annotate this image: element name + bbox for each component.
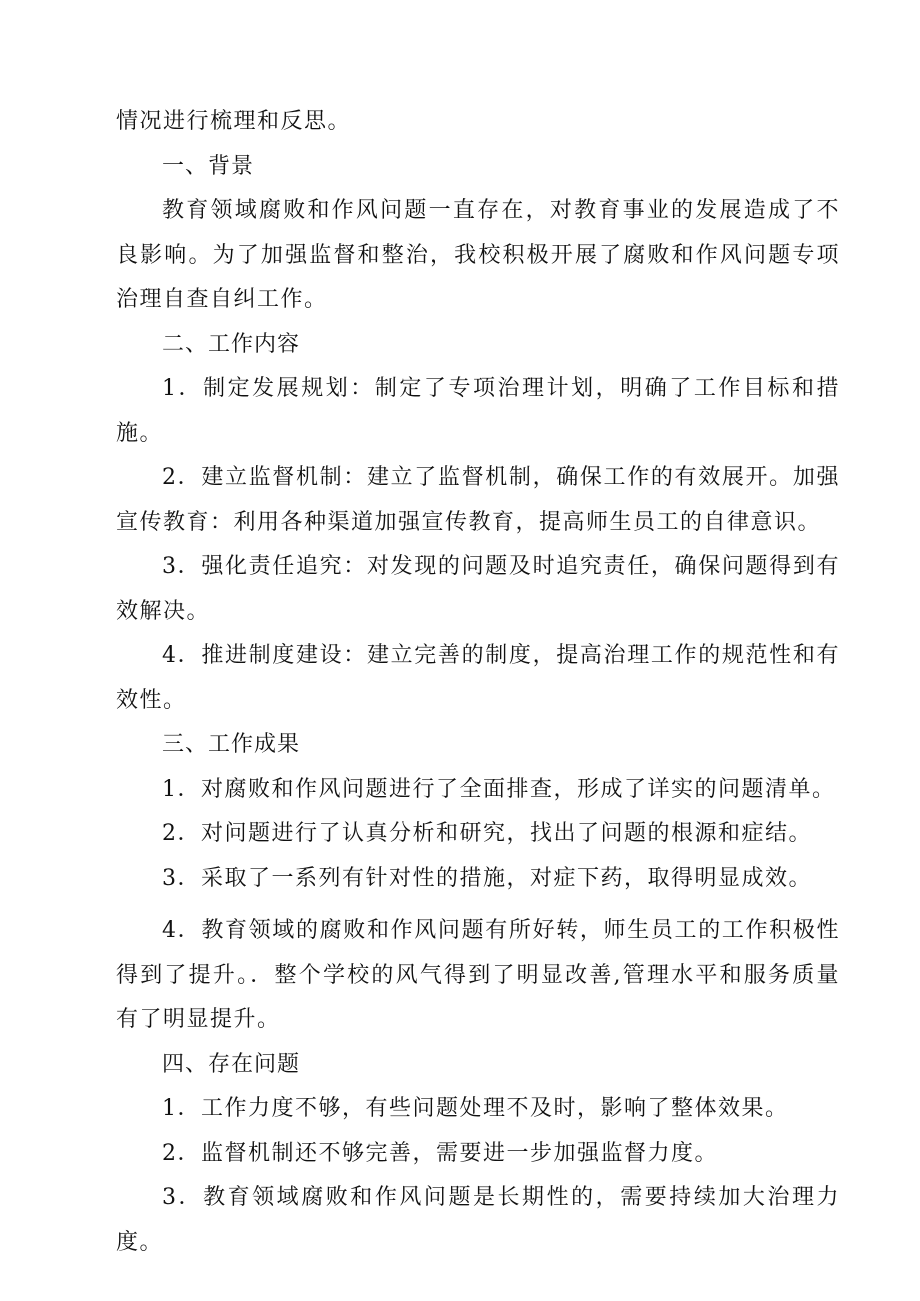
work-content-item-2: 2．建立监督机制：建立了监督机制，确保工作的有效展开。加强宣传教育：利用各种渠道加强宣传教育，提高师生员工的自律意识。: [116, 465, 840, 535]
paragraph-spacer: [116, 901, 840, 909]
problems-item-3: 3．教育领域腐败和作风问题是长期性的，需要持续加大治理力度。: [116, 1185, 840, 1255]
section-heading-work-content: 二、工作内容: [162, 331, 301, 357]
work-content-item-4: 4．推进制度建设：建立完善的制度，提高治理工作的规范性和有效性。: [116, 643, 840, 713]
problems-item-1: 1．工作力度不够，有些问题处理不及时，影响了整体效果。: [162, 1096, 789, 1121]
work-content-item-1: 1．制定发展规划：制定了专项治理计划，明确了工作目标和措施。: [116, 376, 840, 446]
results-item-1: 1．对腐败和作风问题进行了全面排查，形成了详实的问题清单。: [162, 776, 836, 802]
problems-item-2: 2．监督机制还不够完善，需要进一步加强监督力度。: [162, 1140, 718, 1166]
work-content-item-3: 3．强化责任追究：对发现的问题及时追究责任，确保问题得到有效解决。: [116, 554, 840, 624]
background-paragraph: 教育领域腐败和作风问题一直存在，对教育事业的发展造成了不良影响。为了加强监督和整治，我校积极开展了腐败和作风问题专项治理自查自纠工作。: [116, 198, 840, 312]
results-item-3: 3．采取了一系列有针对性的措施，对症下药，取得明显成效。: [162, 865, 812, 891]
section-heading-problems: 四、存在问题: [162, 1051, 301, 1077]
results-item-4: 4．教育领域的腐败和作风问题有所好转，师生员工的工作积极性得到了提升。．整个学校的风气得到了明显改善,管理水平和服务质量有了明显提升。: [116, 918, 840, 1032]
results-item-2: 2．对问题进行了认真分析和研究，找出了问题的根源和症结。: [162, 821, 812, 846]
section-heading-results: 三、工作成果: [162, 732, 301, 757]
section-heading-background: 一、背景: [162, 153, 255, 179]
document-body: [116, 100, 840, 1265]
intro-tail-text: 情况进行梳理和反思。: [116, 109, 352, 134]
